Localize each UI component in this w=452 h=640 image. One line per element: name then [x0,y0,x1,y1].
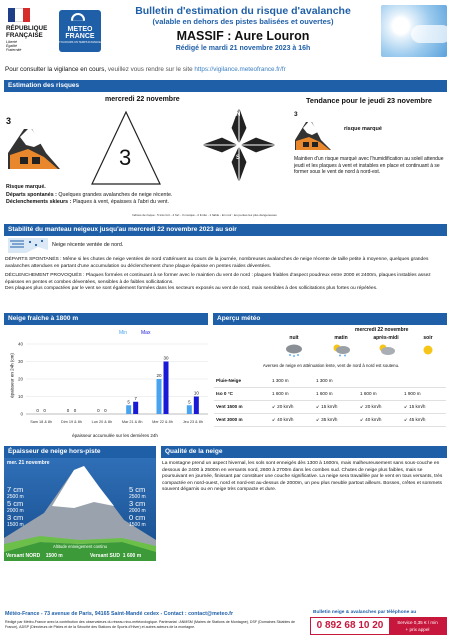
phone-price: Service 0,35 € / min + prix appel [389,618,446,634]
chart-footer: épaisseur accumulée sur les dernières 24h [72,433,158,438]
motto-liberte: Liberté [6,40,17,44]
massif-title: MASSIF : Aure Louron [176,29,310,43]
chart-bar-max [133,402,138,414]
period-nuit: nuit [289,335,299,341]
stabilite-bar: Stabilité du manteau neigeux jusqu'au mercredi 22 novembre 2023 au soir [4,224,447,236]
data-label: 7 [134,395,137,401]
data-label: 0 [104,408,107,413]
mountain-level: 3 [119,145,132,170]
wind-arrow-icon: ↙ [404,403,410,409]
redige-date: Rédigé le mardi 21 novembre 2023 à 16h [175,45,311,52]
chart-bar-min [187,405,192,414]
bulletin-subtitle: (valable en dehors des pistes balisées et ouvertes) [152,17,334,26]
today-label: mercredi 22 novembre [105,96,180,103]
apercu-bar: Aperçu météo [213,313,447,325]
compass-n: N [236,112,241,118]
chart-bar-min [126,405,131,414]
phone-number[interactable]: 0 892 68 10 20 [316,620,384,631]
y-tick-label: 0 [20,411,23,417]
data-label: 30 [163,355,169,361]
compass-s: S [236,155,241,161]
phone-label: Bulletin neige & avalanches par téléphone au [313,610,417,615]
sun-cloud-icon [376,343,396,357]
motto-fraternite: Fraternité [6,48,22,53]
weather-icons [270,343,448,359]
x-tick-label: Jeu 23 & 8h [182,420,203,424]
tomorrow-text: Maintien d'un risque marqué avec l'humidification au soleil attendue jeudi et les plaques à vent et instables en place et continuant à se former sous le vent de nord à nord-est. [294,156,444,176]
compass-e: E [262,131,267,137]
phone-box [310,617,447,635]
wind-arrow-icon: ↙ [360,403,366,409]
tomorrow-pictogram-icon [293,118,333,152]
sun-icon [418,343,438,357]
x-tick-label: Mar 21 & 8h [121,420,143,424]
y-tick-label: 10 [17,394,23,399]
qualite-text: La montagne prend un aspect hivernal, les sols sont enneigés dès 1300 à 1600m, mais malheureusement sans sous-couche en dessous de 2400 à 2500m en versants nord, 2600 à 2700m dans les combes sud. Chutes de neige plus faibles, mais se poursuivant en journée, finissant par constituer une couche significative. La neige sera travaillée par le vent en tous versants, très compactée en nord-ouest, nord et nord-est au-dessus de 2000m, un peu plus meuble partout ailleurs. Bosses, crêtes et sommets souvent dégarnis ou en neige très compacte et dure. [162,461,443,493]
bulletin-title: Bulletin d'estimation du risque d'avalanche [135,5,351,17]
risk-pictogram-icon [6,123,62,171]
data-label: 0 [73,408,77,413]
period-matin: matin [334,335,348,341]
period-apres-midi: après-midi [373,335,399,341]
chart-bar-max [194,397,199,415]
wind-arrow-icon: ↙ [272,403,278,409]
marianne-icon [8,8,30,22]
y-tick-label: 30 [17,359,23,364]
wind-arrow-icon: ↙ [316,403,322,409]
apercu-periods [270,335,448,341]
wind-snow-icon [8,238,48,253]
snow-cloud-icon [284,343,304,357]
wind-arrow-icon: ↙ [360,416,366,422]
compass-o: O [209,131,214,137]
sky-photo [381,5,447,57]
wind-arrow-icon: ↙ [404,416,410,422]
chart-bar-max [164,362,169,415]
data-label: 0 [97,408,100,413]
republic-name: RÉPUBLIQUE FRANÇAISE [6,25,48,39]
period-soir: soir [423,335,433,341]
tomorrow-risk-label: risque marqué [344,126,382,132]
chart-bar-min [157,379,162,414]
chart-ylabel: épaisseur en 24h (cm) [9,353,15,398]
wind-arrow-icon: ↙ [316,416,322,422]
versant-sud: Versant SUD 1 600 m [90,553,142,559]
today-level: 3 [6,116,12,126]
vigilance-link[interactable]: https://vigilance.meteofrance.fr/fr [194,66,286,73]
data-label: 20 [156,373,162,378]
snow-profile-panel [4,458,156,561]
republic-logo [6,8,46,68]
table-row: Vent 3000 m ↙ 40 km/h ↙ 35 km/h ↙ 40 km/h ↙ 45 km/h [214,413,446,426]
data-label: 5 [127,399,130,405]
snow-chart [0,336,212,432]
footer-credits: Rédigé par Météo-France avec la contribution des observateurs du réseau nivo-météorologique. Partenariat : ANMSM (Maires de Stations de Montagne), DSF (Domaines Skiables de France), ADSP (Directeurs de Pistes et de la Sécurité des Stations de Sports d'Hiver) et autres acteurs de la montagne. [5,620,296,629]
today-risk-text: Risque marqué. Départs spontanés : Quelques grandes avalanches de neige récente. Déclenchements skieurs : Plaques à vent, épaisses à l'abri du vent. [6,184,173,205]
epaisseur-bar: Épaisseur de neige hors-piste [4,446,156,458]
apercu-note: Averses de neige en atténuation lente, vent de nord à nord est soutenu. [262,363,400,368]
x-tick-label: Dim 19 & 8h [61,420,82,424]
right-values: 5 cm 2500 m 3 cm 2000 m 0 cm 1500 m [129,485,146,528]
apercu-date: mercredi 22 novembre [355,327,409,333]
x-tick-label: Mer 22 & 8h [152,420,173,424]
weather-table [214,374,446,427]
legend-max: Max [141,330,151,336]
tomorrow-level: 3 [294,111,298,118]
data-label: 0 [43,408,46,413]
neige-fraiche-bar: Neige fraîche à 1800 m [4,313,208,325]
y-tick-label: 20 [17,376,23,382]
y-tick-label: 40 [17,341,23,347]
risk-scale-note: Indices de risque : 5 très fort - 4 fort - 3 marqué - 2 limité - 1 faible - En noir : les pentes les plus dangereuses [132,213,277,217]
qualite-bar: Qualité de la neige [161,446,447,458]
left-values: 7 cm 2500 m 5 cm 2000 m 3 cm 1500 m [7,485,24,528]
sun-cloud-icon [69,13,91,26]
data-label: 5 [188,399,191,405]
meteo-france-logo: METEO FRANCE TOUJOURS UN TEMPS D'AVANCE [59,10,101,52]
estimation-bar: Estimation des risques [4,80,447,92]
footer-contact: Météo-France - 73 avenue de Paris, 94165 Saint-Mandé cedex - Contact : contact@meteo.fr [5,611,233,617]
data-label: 0 [66,408,70,413]
data-label: 10 [193,390,199,396]
tomorrow-label: Tendance pour le jeudi 23 novembre [306,96,432,105]
vigilance-line: Pour consulter la vigilance en cours, veuillez vous rendre sur le site https://vigilance.meteofrance.fr/fr [5,66,286,73]
sun-snow-icon [331,343,351,357]
legend-min: Min [119,330,128,336]
stabilite-icon-label: Neige récente ventée de nord. [52,242,124,248]
motto-egalite: Égalité [6,44,17,49]
table-row: Pluie-Neige 1 300 m 1 300 m [214,374,446,387]
table-row: Iso 0 °C 1 600 m 1 600 m 1 600 m 1 900 m [214,387,446,400]
x-tick-label: Lun 20 & 8h [91,420,113,424]
continu-label: Altitude enneigement continu [52,544,107,549]
versant-nord: Versant NORD 1500 m [6,553,63,559]
table-row: Vent 1500 m ↙ 20 km/h ↙ 15 km/h ↙ 20 km/h ↙ 15 km/h [214,400,446,413]
bulletin-header [110,5,376,53]
x-tick-label: Sam 18 & 8h [30,420,53,424]
wind-arrow-icon: ↙ [272,416,278,422]
stabilite-text: DÉPARTS SPONTANÉS : Même si les chutes de neige ventées de nord s'atténuent au cours de la journée, nombreuses avalanches de neige récente de taille petite à moyenne, quelques grandes avalanches attendues en partant d'une accumulation ou déclenchement d'une plaque épaisse en pentes raides déventées. DÉCLENCHEMENT PROVOQUÉS : Plaques formées et continuant à se former avec le maintien du vent de nord : plaques friables d'aspect poudreux entre 2000 et 2400m, plaques instables assez épaisses en pentes et combes déventées, sensibles à de faibles sollicitations. Des plaques plus compactées par le vent se sont également formées dans les secteurs exposés au vent de nord, mais sensibles à des sollicitations plus fortes ou répétées. [5,257,431,291]
data-label: 0 [36,408,39,413]
epaisseur-date: mer. 21 novembre [7,460,50,466]
